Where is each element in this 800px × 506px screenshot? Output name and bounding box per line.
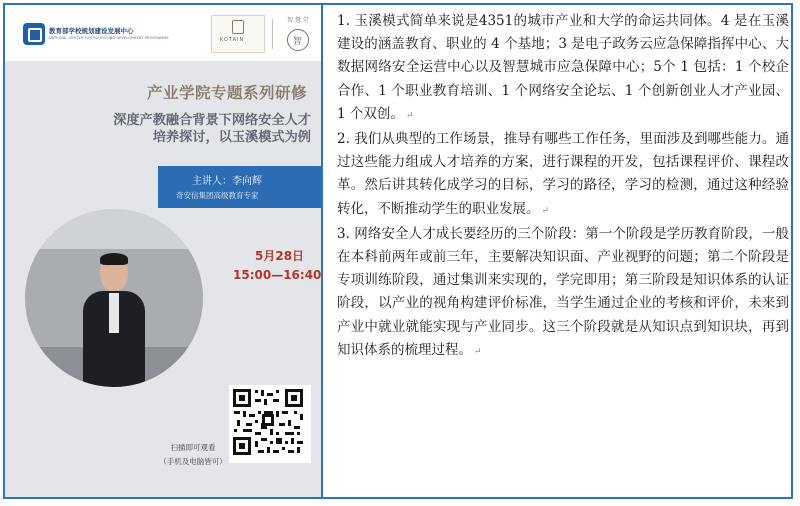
note-paragraph-3: 3. 网络安全人才成长要经历的三个阶段：第一个阶段是学历教育阶段，一般在本科前两年或前三年，主要解决知识面、产业视野的问题；第二个阶段是专项训练阶段，通过集训来实现的，学完即用；第三阶段是知识体系的认证阶段，以产业的视角构建评价标准，当学生通过企业的考核和评价，未来到产业中就业就能实现与产业同步。这三个阶段就是从知识点到知识块，再到知识体系的梳理过程。 ↵ bbox=[337, 225, 789, 358]
seal-text: 智 慧 堂 bbox=[287, 17, 309, 24]
paragraph-mark-icon: ↵ bbox=[541, 205, 550, 216]
poster-header bbox=[5, 5, 321, 61]
logo-divider bbox=[272, 19, 273, 49]
subtitle-line-1: 深度产教融合背景下网络安全人才 bbox=[113, 113, 311, 128]
scan-instructions bbox=[157, 441, 229, 469]
speaker-banner bbox=[158, 166, 321, 208]
partner-mark-icon bbox=[232, 20, 244, 34]
speaker-name: 主讲人：李向辉 bbox=[192, 176, 262, 187]
lecture-notes bbox=[337, 10, 789, 496]
note-paragraph-1: 1. 玉溪模式简单来说是4351的城市产业和大学的命运共同体。4 是在玉溪建设的涵盖教育、职业的 4 个基地；3 是电子政务云应急保障指挥中心、大数据网络安全运营中心以及智慧城市应急保障中心；5个 1 包括：1 个校企合作、1 个职业教育培训、1 个网络安全论坛、1 个创新创业人才产业园、1 个双创。 ↵ bbox=[337, 13, 789, 122]
qr-code-graphic bbox=[231, 387, 305, 457]
paragraph-mark-icon: ↵ bbox=[405, 110, 414, 121]
org-name-en: NATIONAL CENTER FOR SCHOOLING DEVELOPMENT PROGRAMME bbox=[49, 36, 169, 40]
paragraph-mark-icon: ↵ bbox=[474, 346, 482, 357]
scan-line-1: 扫描即可观看 bbox=[170, 443, 216, 452]
speaker-organization: 奇安信集团高级教育专家 bbox=[176, 191, 259, 200]
qr-code-icon[interactable] bbox=[229, 385, 311, 463]
partner-logo-text: KOTAIN bbox=[220, 37, 245, 43]
lecture-time: 15:00—16:40 bbox=[233, 268, 321, 282]
seal-logo bbox=[279, 11, 317, 57]
partner-logo bbox=[211, 15, 265, 53]
org-logo-icon bbox=[23, 23, 45, 45]
seal-char: 智 bbox=[293, 37, 303, 47]
lecture-date: 5月28日 bbox=[255, 249, 305, 263]
column-divider bbox=[321, 5, 323, 497]
series-title: 产业学院专题系列研修 bbox=[146, 84, 307, 102]
org-name: 教育部学校规划建设发展中心 bbox=[49, 27, 134, 35]
scan-line-2: （手机及电脑皆可） bbox=[159, 457, 227, 466]
speaker-photo bbox=[25, 209, 203, 387]
subtitle-line-2: 培养探讨，以玉溪模式为例 bbox=[152, 130, 311, 145]
note-paragraph-2: 2. 我们从典型的工作场景，推导有哪些工作任务，里面涉及到哪些能力。通过这些能力组成人才培养的方案，进行课程的开发，包括课程评价、课程改革。然后讲其转化成学习的目标，学习的路径，学习的检测，通过这种经验转化，不断推动学生的职业发展。 ↵ bbox=[337, 131, 789, 217]
lecture-poster bbox=[5, 5, 321, 497]
lecture-subtitle bbox=[5, 112, 311, 146]
